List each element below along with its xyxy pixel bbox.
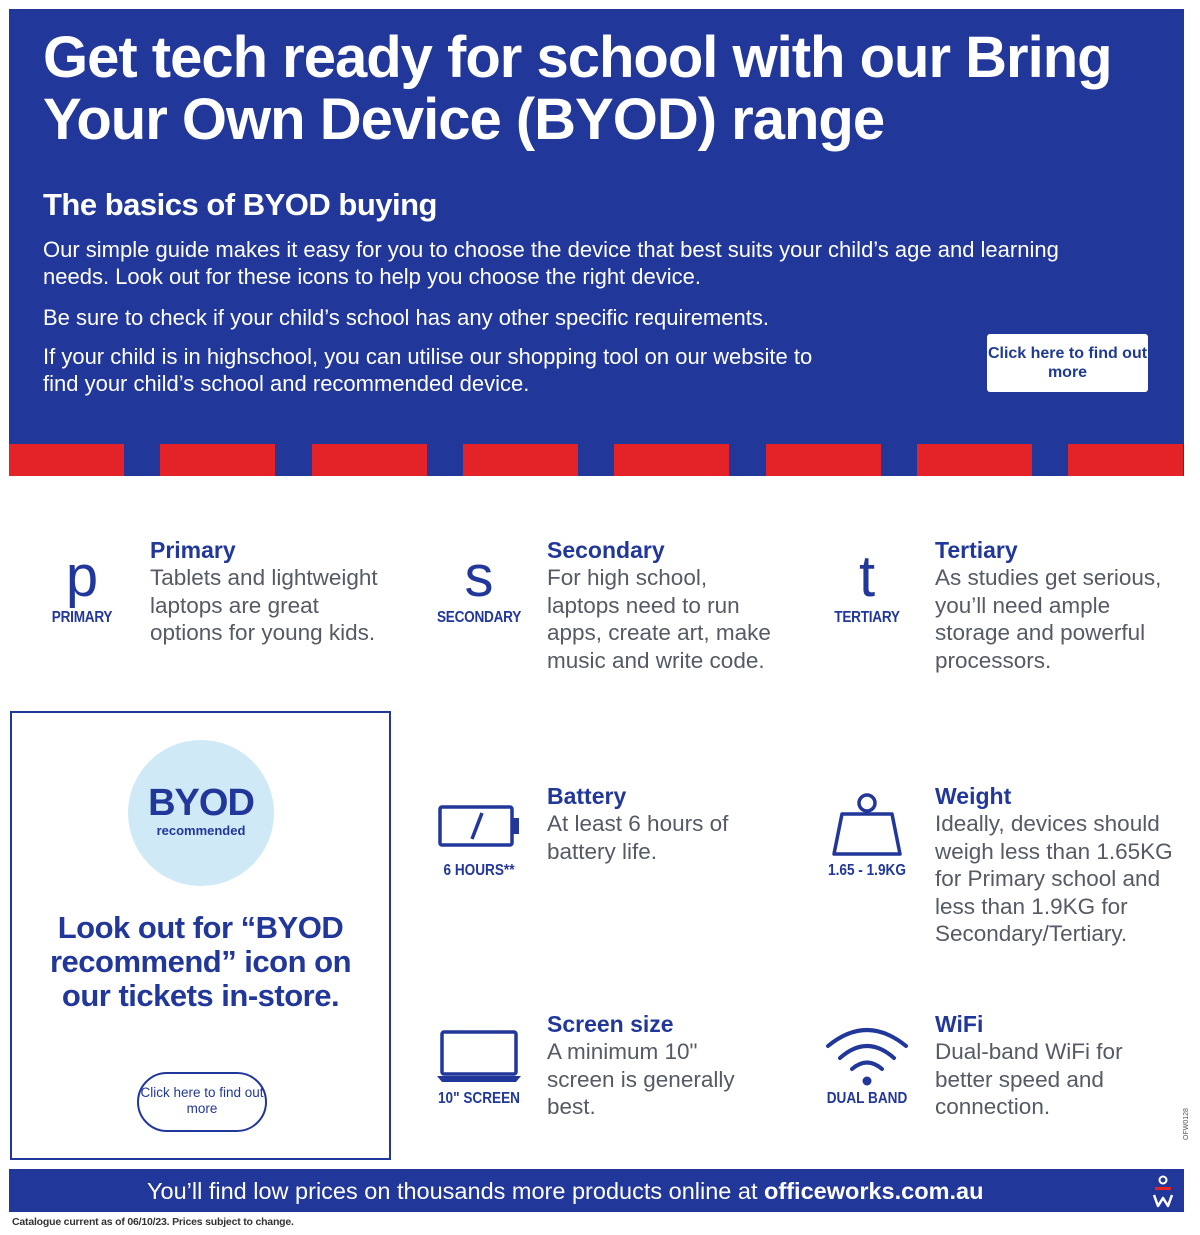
catalogue-code: OFW0128 [1183, 1108, 1190, 1140]
decorative-stripe [9, 444, 1184, 476]
section-subtitle: The basics of BYOD buying [43, 187, 437, 222]
primary-icon: p PRIMARY [51, 544, 113, 626]
laptop-icon [436, 1030, 522, 1084]
category-description: As studies get serious, you’ll need ample storage and powerful processors. [935, 565, 1162, 673]
wifi-label: DUAL BAND [826, 1090, 908, 1107]
weight-label: 1.65 - 1.9KG [828, 862, 906, 879]
requirements-paragraph: Be sure to check if your child’s school has any other specific requirements. [43, 305, 769, 330]
category-description: For high school, laptops need to run apps, create art, make music and write code. [547, 565, 771, 673]
category-description: Tablets and lightweight laptops are great options for young kids. [150, 565, 378, 645]
wifi-icon [824, 1022, 910, 1088]
feature-title: WiFi [935, 1011, 984, 1037]
weight-icon [830, 792, 904, 858]
category-title: Secondary [547, 537, 665, 563]
footer-bar [9, 1169, 1184, 1212]
feature-title: Battery [547, 783, 627, 809]
byod-callout: Look out for “BYOD recommend” icon on our tickets in-store. [49, 910, 352, 1013]
feature-description: Ideally, devices should weigh less than 1.65KG for Primary school and less than 1.9KG for Secondary/Tertiary. [935, 811, 1173, 946]
tertiary-icon: t TERTIARY [834, 544, 900, 626]
shopping-tool-paragraph: If your child is in highschool, you can utilise our shopping tool on our website to find your child’s school and recommended device. [43, 344, 813, 396]
hero-banner [9, 9, 1184, 476]
battery-icon [438, 805, 522, 847]
feature-title: Weight [935, 783, 1012, 809]
secondary-icon: s SECONDARY [436, 544, 522, 626]
website-link[interactable]: officeworks.com.au [764, 1178, 984, 1204]
screen-label: 10" SCREEN [437, 1090, 521, 1107]
intro-paragraph: Our simple guide makes it easy for you to choose the device that best suits your child’s age and learning needs. Look out for these icons to help you choose the right device. [43, 237, 1059, 289]
byod-find-out-more-button[interactable]: Click here to find out more [137, 1072, 267, 1132]
page-title: Get tech ready for school with our Bring Your Own Device (BYOD) range [43, 25, 1112, 152]
category-title: Tertiary [935, 537, 1018, 563]
byod-badge-main: BYOD [148, 782, 254, 824]
byod-badge-sub: recommended [156, 823, 246, 838]
byod-recommend-box [10, 711, 391, 1160]
battery-label: 6 HOURS** [443, 862, 515, 879]
footer-text: You’ll find low prices on thousands more products online at officeworks.com.au [147, 1178, 984, 1204]
category-title: Primary [150, 537, 236, 563]
feature-description: At least 6 hours of battery life. [547, 811, 729, 864]
disclaimer: Catalogue current as of 06/10/23. Prices subject to change. [12, 1216, 294, 1228]
feature-description: A minimum 10" screen is generally best. [547, 1039, 735, 1119]
feature-title: Screen size [547, 1011, 674, 1037]
officeworks-logo-icon [1151, 1174, 1175, 1208]
find-out-more-button[interactable]: Click here to find out more [987, 334, 1148, 392]
feature-description: Dual-band WiFi for better speed and connection. [935, 1039, 1123, 1119]
byod-badge [128, 740, 274, 886]
